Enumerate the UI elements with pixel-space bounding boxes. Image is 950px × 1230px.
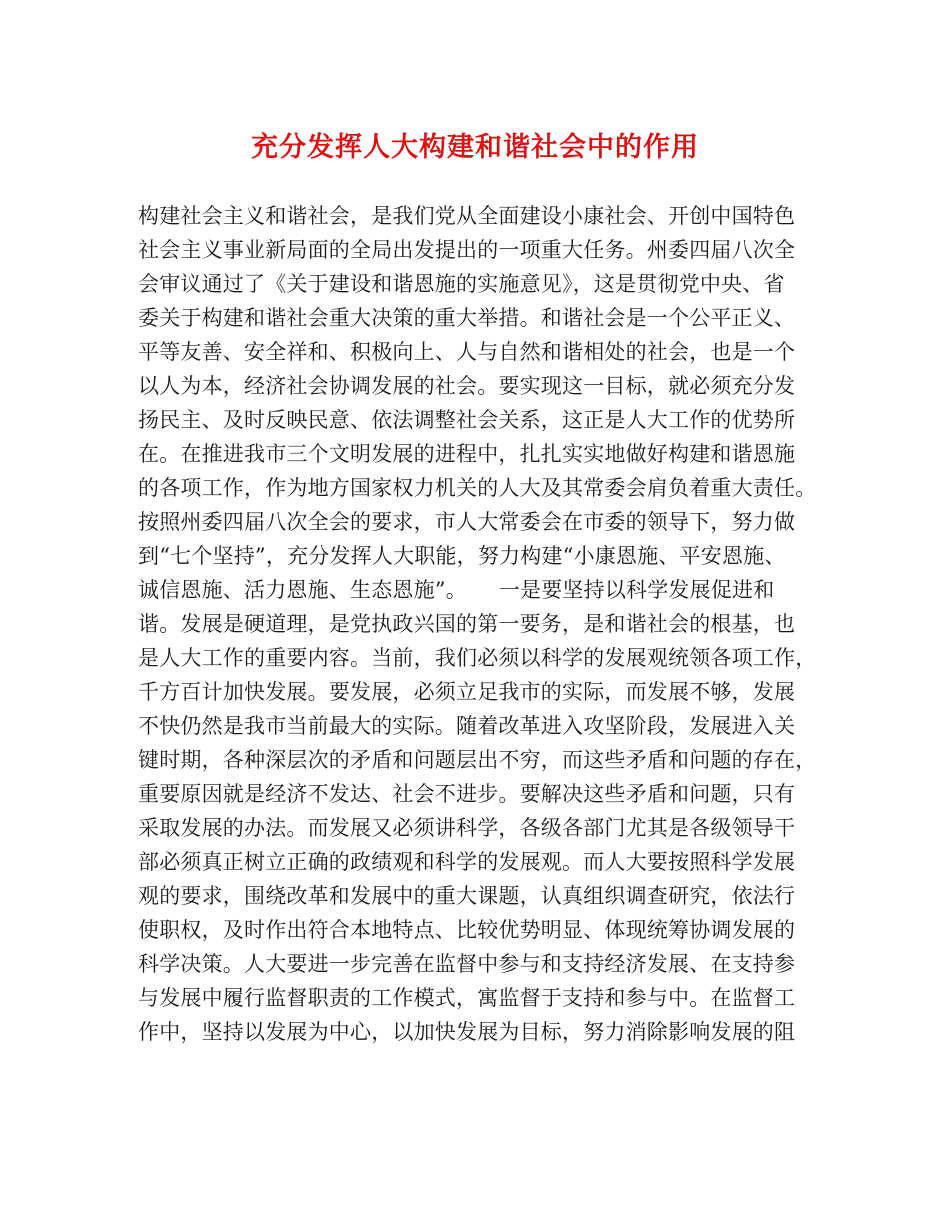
text-line: 是人大工作的重要内容。当前，我们必须以科学的发展观统领各项工作， bbox=[138, 646, 817, 670]
text-line: 不快仍然是我市当前最大的实际。随着改革进入攻坚阶段，发展进入关 bbox=[138, 714, 796, 738]
text-line: 部必须真正树立正确的政绩观和科学的发展观。而人大要按照科学发展 bbox=[138, 850, 796, 874]
text-line: 社会主义事业新局面的全局出发提出的一项重大任务。州委四届八次全 bbox=[138, 238, 796, 262]
text-line: 键时期，各种深层次的矛盾和问题层出不穷，而这些矛盾和问题的存在， bbox=[138, 748, 817, 772]
text-line: 按照州委四届八次全会的要求，市人大常委会在市委的领导下，努力做 bbox=[138, 510, 796, 534]
text-line: 构建社会主义和谐社会，是我们党从全面建设小康社会、开创中国特色 bbox=[138, 204, 796, 228]
text-line: 的各项工作，作为地方国家权力机关的人大及其常委会肩负着重大责任。 bbox=[138, 476, 817, 500]
text-line: 作中，坚持以发展为中心，以加快发展为目标，努力消除影响发展的阻 bbox=[138, 1020, 796, 1044]
text-line: 平等友善、安全祥和、积极向上、人与自然和谐相处的社会，也是一个 bbox=[138, 340, 796, 364]
text-line: 使职权，及时作出符合本地特点、比较优势明显、体现统筹协调发展的 bbox=[138, 918, 796, 942]
text-line: 在。在推进我市三个文明发展的进程中，扎扎实实地做好构建和谐恩施 bbox=[138, 442, 796, 466]
page-title: 充分发挥人大构建和谐社会中的作用 bbox=[251, 132, 699, 163]
text-line: 扬民主、及时反映民意、依法调整社会关系，这正是人大工作的优势所 bbox=[138, 408, 796, 432]
text-line: 谐。发展是硬道理，是党执政兴国的第一要务，是和谐社会的根基，也 bbox=[138, 612, 796, 636]
text-line: 千方百计加快发展。要发展，必须立足我市的实际，而发展不够，发展 bbox=[138, 680, 796, 704]
text-line: 重要原因就是经济不发达、社会不进步。要解决这些矛盾和问题，只有 bbox=[138, 782, 796, 806]
body-text bbox=[138, 199, 830, 1049]
text-line: 诚信恩施、活力恩施、生态恩施”。 一是要坚持以科学发展促进和 bbox=[138, 578, 775, 602]
text-line: 以人为本，经济社会协调发展的社会。要实现这一目标，就必须充分发 bbox=[138, 374, 796, 398]
text-line: 科学决策。人大要进一步完善在监督中参与和支持经济发展、在支持参 bbox=[138, 952, 796, 976]
text-line: 采取发展的办法。而发展又必须讲科学，各级各部门尤其是各级领导干 bbox=[138, 816, 796, 840]
text-line: 到“七个坚持”，充分发挥人大职能，努力构建“小康恩施、平安恩施、 bbox=[138, 544, 786, 568]
text-line: 委关于构建和谐社会重大决策的重大举措。和谐社会是一个公平正义、 bbox=[138, 306, 796, 330]
text-line: 观的要求，围绕改革和发展中的重大课题，认真组织调查研究，依法行 bbox=[138, 884, 796, 908]
text-line: 与发展中履行监督职责的工作模式，寓监督于支持和参与中。在监督工 bbox=[138, 986, 796, 1010]
text-line: 会审议通过了《关于建设和谐恩施的实施意见》，这是贯彻党中央、省 bbox=[138, 272, 785, 296]
